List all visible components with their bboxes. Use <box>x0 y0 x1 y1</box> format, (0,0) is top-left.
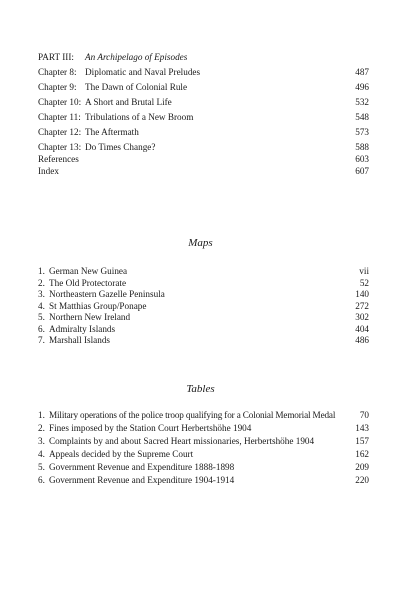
index-page: 607 <box>355 166 369 176</box>
item-number: 4. <box>38 300 45 311</box>
chapter-label: Chapter 8: <box>38 67 77 77</box>
references-page: 603 <box>355 154 369 164</box>
item-title: Appeals decided by the Supreme Court <box>49 449 194 459</box>
item-title: German New Guinea <box>49 266 128 276</box>
maps-heading: Maps <box>188 237 213 249</box>
item-title: Northern New Ireland <box>49 312 131 322</box>
item-number: 3. <box>38 436 45 446</box>
item-page: 272 <box>355 300 369 311</box>
item-number: 3. <box>38 289 45 299</box>
item-page: 302 <box>355 312 369 322</box>
item-title: Government Revenue and Expenditure 1888-1898 <box>49 462 235 472</box>
item-page: vii <box>359 266 369 276</box>
item-number: 4. <box>38 449 45 459</box>
chapter-label: Chapter 13: <box>38 142 82 152</box>
chapter-label: Chapter 10: <box>38 97 82 107</box>
references-label: References <box>38 154 79 164</box>
item-page: 220 <box>355 475 369 485</box>
item-number: 1. <box>38 266 45 276</box>
item-title: Northeastern Gazelle Peninsula <box>49 289 165 299</box>
chapter-page: 532 <box>355 97 369 107</box>
chapter-title: Diplomatic and Naval Preludes <box>85 67 201 77</box>
part-label: PART III: <box>38 52 74 62</box>
contents-section <box>38 52 369 182</box>
chapter-title: Do Times Change? <box>85 142 156 152</box>
item-page: 162 <box>355 449 369 459</box>
chapter-title: The Aftermath <box>85 127 139 137</box>
tables-heading: Tables <box>186 383 215 395</box>
chapter-page: 548 <box>355 112 369 122</box>
item-page: 70 <box>359 410 369 420</box>
index-label: Index <box>38 166 59 176</box>
chapter-title: The Dawn of Colonial Rule <box>85 82 188 92</box>
item-page: 52 <box>359 277 369 288</box>
item-page: 404 <box>355 323 369 334</box>
item-page: 209 <box>355 462 369 472</box>
chapter-page: 487 <box>355 67 369 77</box>
chapter-label: Chapter 12: <box>38 127 82 137</box>
chapter-page: 496 <box>355 82 369 92</box>
item-title: Military operations of the police troop qualifying for a Colonial Memorial Medal <box>49 410 336 420</box>
item-title: Fines imposed by the Station Court Herbertshöhe 1904 <box>49 423 252 433</box>
item-page: 143 <box>355 423 369 433</box>
item-title: The Old Protectorate <box>49 277 127 288</box>
item-page: 157 <box>355 436 369 446</box>
item-number: 1. <box>38 410 45 420</box>
item-title: Government Revenue and Expenditure 1904-1914 <box>49 475 235 485</box>
item-title: Marshall Islands <box>49 335 110 345</box>
part-title: An Archipelago of Episodes <box>85 52 188 62</box>
item-number: 5. <box>38 462 45 472</box>
item-number: 6. <box>38 323 45 334</box>
item-number: 6. <box>38 475 45 485</box>
item-title: Admiralty Islands <box>49 323 116 334</box>
item-title: Complaints by and about Sacred Heart missionaries, Herbertshöhe 1904 <box>49 436 315 446</box>
item-number: 2. <box>38 277 45 288</box>
item-number: 5. <box>38 312 45 322</box>
chapter-page: 588 <box>355 142 369 152</box>
chapter-title: Tribulations of a New Broom <box>85 112 194 122</box>
chapter-title: A Short and Brutal Life <box>85 97 172 107</box>
item-number: 2. <box>38 423 45 433</box>
item-page: 140 <box>355 289 369 299</box>
chapter-label: Chapter 9: <box>38 82 77 92</box>
item-page: 486 <box>355 335 369 345</box>
chapter-label: Chapter 11: <box>38 112 81 122</box>
item-number: 7. <box>38 335 45 345</box>
item-title: St Matthias Group/Ponape <box>49 300 147 311</box>
chapter-page: 573 <box>355 127 369 137</box>
